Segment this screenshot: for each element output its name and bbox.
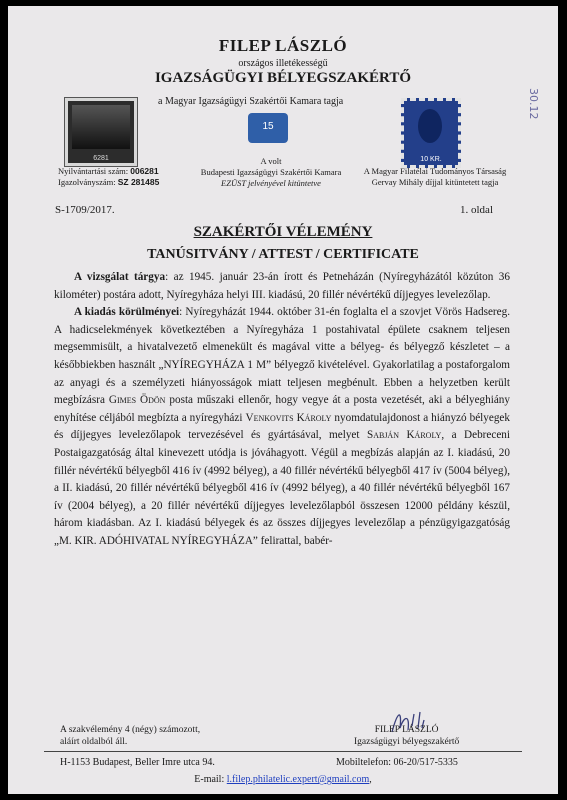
expert-subtitle: országos illetékességű — [238, 58, 328, 69]
id-label: Igazolványszám: — [58, 177, 116, 187]
expert-title: IGAZSÁGÜGYI BÉLYEGSZAKÉRTŐ — [154, 70, 412, 86]
email-label: E-mail: — [194, 774, 227, 785]
circumstances-text-b: posta műszaki ellenőr, hogy vegye át a posta vezetését, aki a bélyeghiány enyhítése céljából megbízta a nyíregyházi — [54, 394, 510, 424]
email-link[interactable]: l.filep.philatelic.expert@gmail.com — [226, 774, 370, 785]
reg-label: Nyilvántartási szám: — [58, 166, 129, 176]
email-line — [8, 774, 558, 785]
page-number: 1. oldal — [460, 204, 493, 216]
pages-note-line2: aláírt oldalból áll. — [60, 737, 128, 747]
award-right-line1: A Magyar Filatélai Tudományos Társaság — [363, 166, 507, 176]
circumstances-label: A kiadás körülményei — [74, 306, 180, 319]
left-stamp-value: 6281 — [93, 155, 109, 162]
seal-number: 15 — [262, 121, 274, 132]
award-center-line1: A volt — [260, 156, 282, 166]
phone-number: Mobiltelefon: 06-20/517-5335 — [336, 757, 458, 768]
person-name: Venkovits Károly — [245, 411, 332, 424]
paragraph-circumstances — [54, 304, 510, 550]
subject-text: : az 1945. január 23-án írott és Petneházán (Nyíregyházától közúton 36 kilométer) postára adott, Nyíregyháza helyi III. kiadású, 20 fillér névértékű díjjegyes levelezőlap. — [54, 271, 510, 301]
circumstances-text-d: , a Debreceni Postaigazgatóság által kinevezett utódja is jóváhagyott. Végül a megbízás alapján az I. kiadású, 20 fillér névértékű bélyegből 416 ív (4992 bélyeg), a 40 fillér névértékű bélyegből 417 ív (5004 bélyeg), a II. kiadású, 20 fillér névértékű bélyegből 416 ív (4992 bélyeg), a 40 fillér névértékű bélyegből 167 ív (2004 bélyeg), a 20 fillér névértékű díjjegyes levelezőlapból összesen 12000 példány készül, három kiadásban. Az I. kiadású bélyegek és az összes díjjegyes levelezőlap a pénzügyigazgatóság „M. KIR. ADÓHIVATAL NYÍREGYHÁZA” felirattal, babér- — [54, 429, 511, 547]
subject-label: A vizsgálat tárgya — [74, 271, 166, 283]
id-number: SZ 281485 — [117, 177, 160, 187]
footer-divider — [44, 751, 522, 752]
award-center — [188, 156, 354, 189]
award-right — [350, 166, 520, 188]
expert-name: FILEP LÁSZLÓ — [218, 36, 348, 55]
postal-address: H-1153 Budapest, Beller Imre utca 94. — [60, 757, 215, 768]
document-subtitle: TANÚSITVÁNY / ATTEST / CERTIFICATE — [147, 247, 419, 262]
signer-name: FILEP LÁSZLÓ — [374, 725, 439, 735]
person-name: Sabján Károly — [366, 429, 442, 442]
pages-note-line1: A szakvélemény 4 (négy) számozott, — [60, 725, 201, 735]
reference-number: S-1709/2017. — [55, 204, 115, 216]
reg-number: 006281 — [130, 166, 159, 176]
email-tail: , — [369, 774, 372, 785]
signer-title: Igazságügyi bélyegszakértő — [354, 737, 460, 747]
pages-note — [60, 724, 200, 748]
left-stamp-image — [65, 98, 137, 166]
portrait-icon — [418, 109, 442, 143]
right-stamp-value: 10 KR. — [420, 156, 442, 163]
chamber-seal-icon — [248, 113, 288, 143]
registry-info — [58, 166, 159, 188]
stamp-picture — [72, 105, 130, 149]
body-text — [54, 269, 510, 551]
paragraph-subject — [54, 269, 510, 304]
certificate-page — [8, 6, 558, 794]
award-center-line3: EZÜST jelvényével kitüntetve — [221, 178, 321, 188]
person-name: Gimes Ödön — [108, 394, 166, 407]
document-title: SZAKÉRTŐI VÉLEMÉNY — [193, 224, 373, 240]
signature-block — [354, 724, 459, 748]
handwritten-note: 30.12 — [527, 88, 540, 120]
circumstances-text-a: : Nyíregyházát 1944. október 31-én foglalta el a szovjet Vörös Hadsereg. A hadicselekmények következtében a Nyíregyháza 1 postahivatal épülete csaknem teljesen megsemmisült, a hivatalvezető elmenekült és magával vitte a bélyeg- és bélyegző készletet – a későbbiekben használt „NYÍREGYHÁZA 1 M” bélyegző kivételével. Gyakorlatilag a postaforgalom az anyagi és a személyzeti hiányosságok miatt teljesen megbénult. Ebben a helyzetben került megbízásra — [54, 306, 510, 407]
chamber-membership: a Magyar Igazságügyi Szakértői Kamara tagja — [158, 96, 344, 107]
circumstances-text-c: nyomdatulajdonost a hiányzó bélyegek és díjjegyes levelezőlapok tervezésével és gyártásával, melyet — [54, 411, 510, 442]
award-right-line2: Gervay Mihály díjjal kitüntetett tagja — [371, 177, 499, 187]
right-stamp-image — [401, 98, 461, 168]
award-center-line2: Budapesti Igazságügyi Szakértői Kamara — [200, 167, 342, 177]
